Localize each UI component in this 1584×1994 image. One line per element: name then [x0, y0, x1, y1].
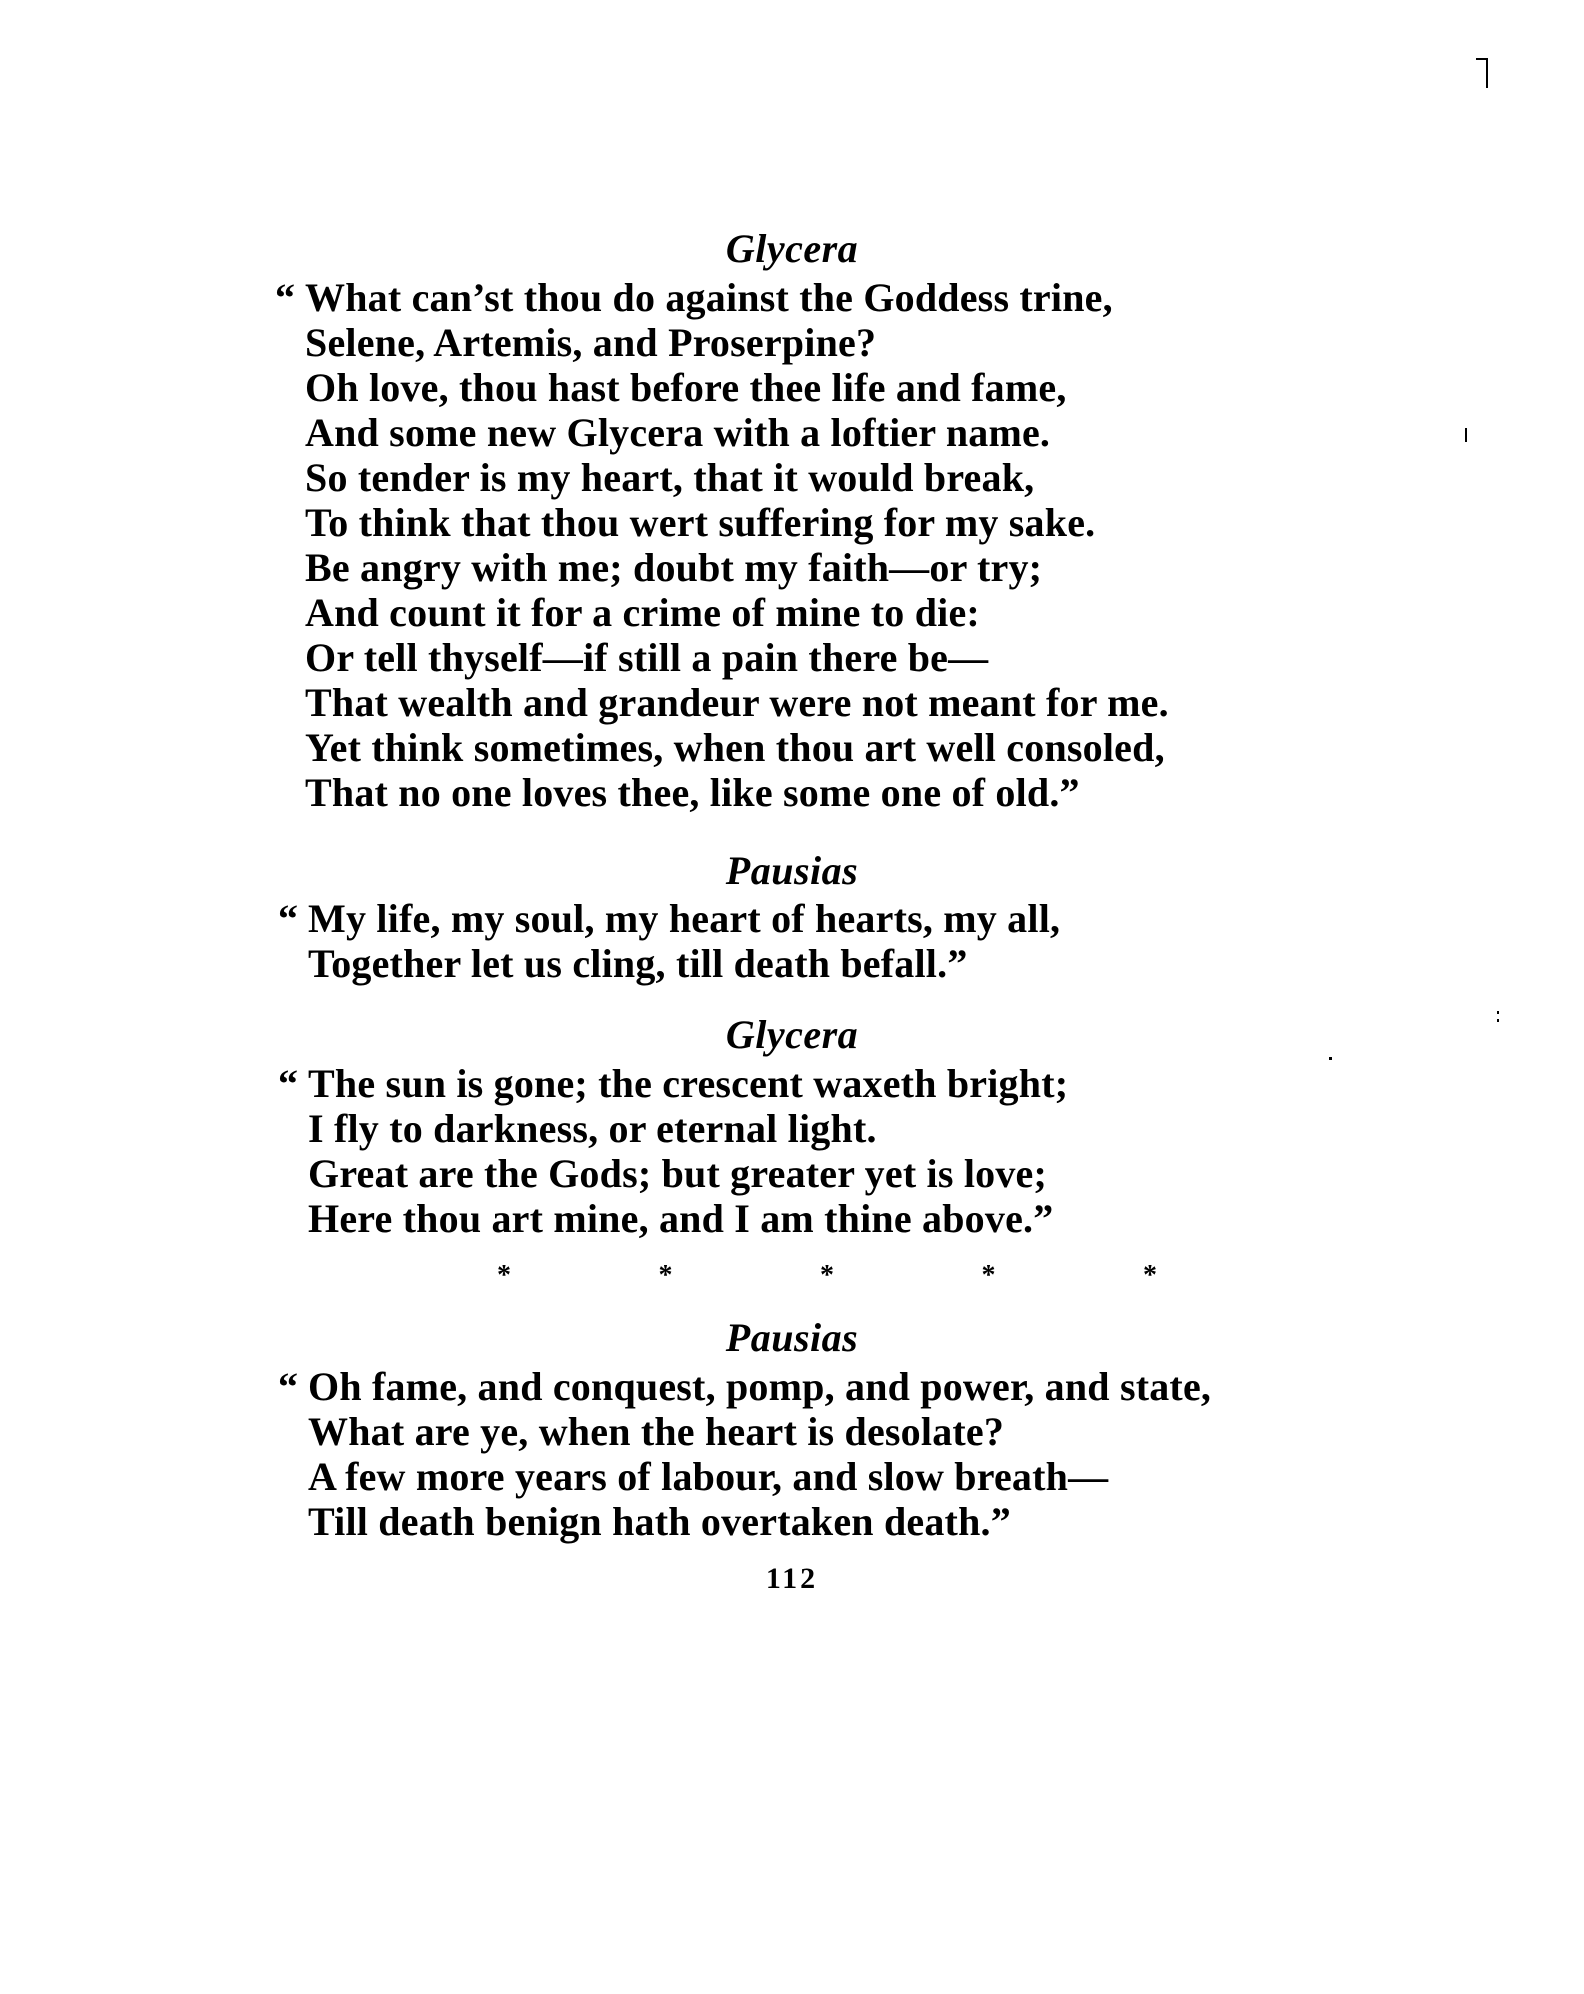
verse-line: And count it for a crime of mine to die: [305, 590, 980, 635]
opening-quote: “ [275, 275, 296, 320]
verse-line: Here thou art mine, and I am thine above.” [308, 1196, 1054, 1241]
speaker-heading: Pausias [725, 1315, 859, 1360]
section-separator [497, 1262, 1157, 1290]
opening-quote: “ [278, 896, 299, 941]
opening-quote: “ [278, 1364, 299, 1409]
opening-quote: “ [278, 1061, 299, 1106]
verse-line: To think that thou wert suffering for my sake. [305, 500, 1096, 545]
verse-line: Be angry with me; doubt my faith—or try; [305, 545, 1043, 590]
page-number: 112 [765, 1562, 819, 1595]
scan-artifact-mark [1497, 1011, 1499, 1014]
verse-line: “ My life, my soul, my heart of hearts, my all, [278, 896, 1061, 941]
scan-artifact-mark [1486, 58, 1488, 88]
verse-line: Great are the Gods; but greater yet is love; [308, 1151, 1048, 1196]
verse-line: Yet think sometimes, when thou art well consoled, [305, 725, 1165, 770]
verse-line: That wealth and grandeur were not meant for me. [305, 680, 1169, 725]
separator-star: * [820, 1260, 834, 1291]
verse-line: I fly to darkness, or eternal light. [308, 1106, 877, 1151]
verse-line: A few more years of labour, and slow breath— [308, 1454, 1109, 1499]
verse-line: Selene, Artemis, and Proserpine? [305, 320, 877, 365]
stanza [278, 896, 1061, 986]
verse-line: “ Oh fame, and conquest, pomp, and power, and state, [278, 1364, 1212, 1409]
scan-artifact-mark [1497, 1019, 1499, 1022]
verse-line: So tender is my heart, that it would break, [305, 455, 1035, 500]
scan-artifact-mark [1465, 428, 1467, 442]
scan-artifact-mark [1329, 1057, 1332, 1060]
verse-line: Or tell thyself—if still a pain there be— [305, 635, 989, 680]
verse-line: Till death benign hath overtaken death.” [308, 1499, 1011, 1544]
verse-line: What are ye, when the heart is desolate? [308, 1409, 1005, 1454]
verse-line: That no one loves thee, like some one of old.” [305, 770, 1080, 815]
separator-star: * [658, 1260, 673, 1291]
stanza [278, 1061, 1069, 1241]
separator-star: * [497, 1260, 511, 1291]
speaker-heading: Glycera [725, 226, 859, 271]
verse-line: And some new Glycera with a loftier name. [305, 410, 1051, 455]
separator-star: * [981, 1260, 996, 1291]
stanza [278, 1364, 1212, 1544]
speaker-heading: Pausias [725, 848, 859, 893]
separator-star: * [1143, 1260, 1157, 1291]
verse-line: Oh love, thou hast before thee life and fame, [305, 365, 1067, 410]
verse-line: “ What can’st thou do against the Goddess trine, [275, 275, 1113, 320]
stanza [275, 275, 1169, 815]
verse-line: Together let us cling, till death befall.” [308, 941, 968, 986]
speaker-heading: Glycera [725, 1012, 859, 1057]
verse-line: “ The sun is gone; the crescent waxeth bright; [278, 1061, 1069, 1106]
